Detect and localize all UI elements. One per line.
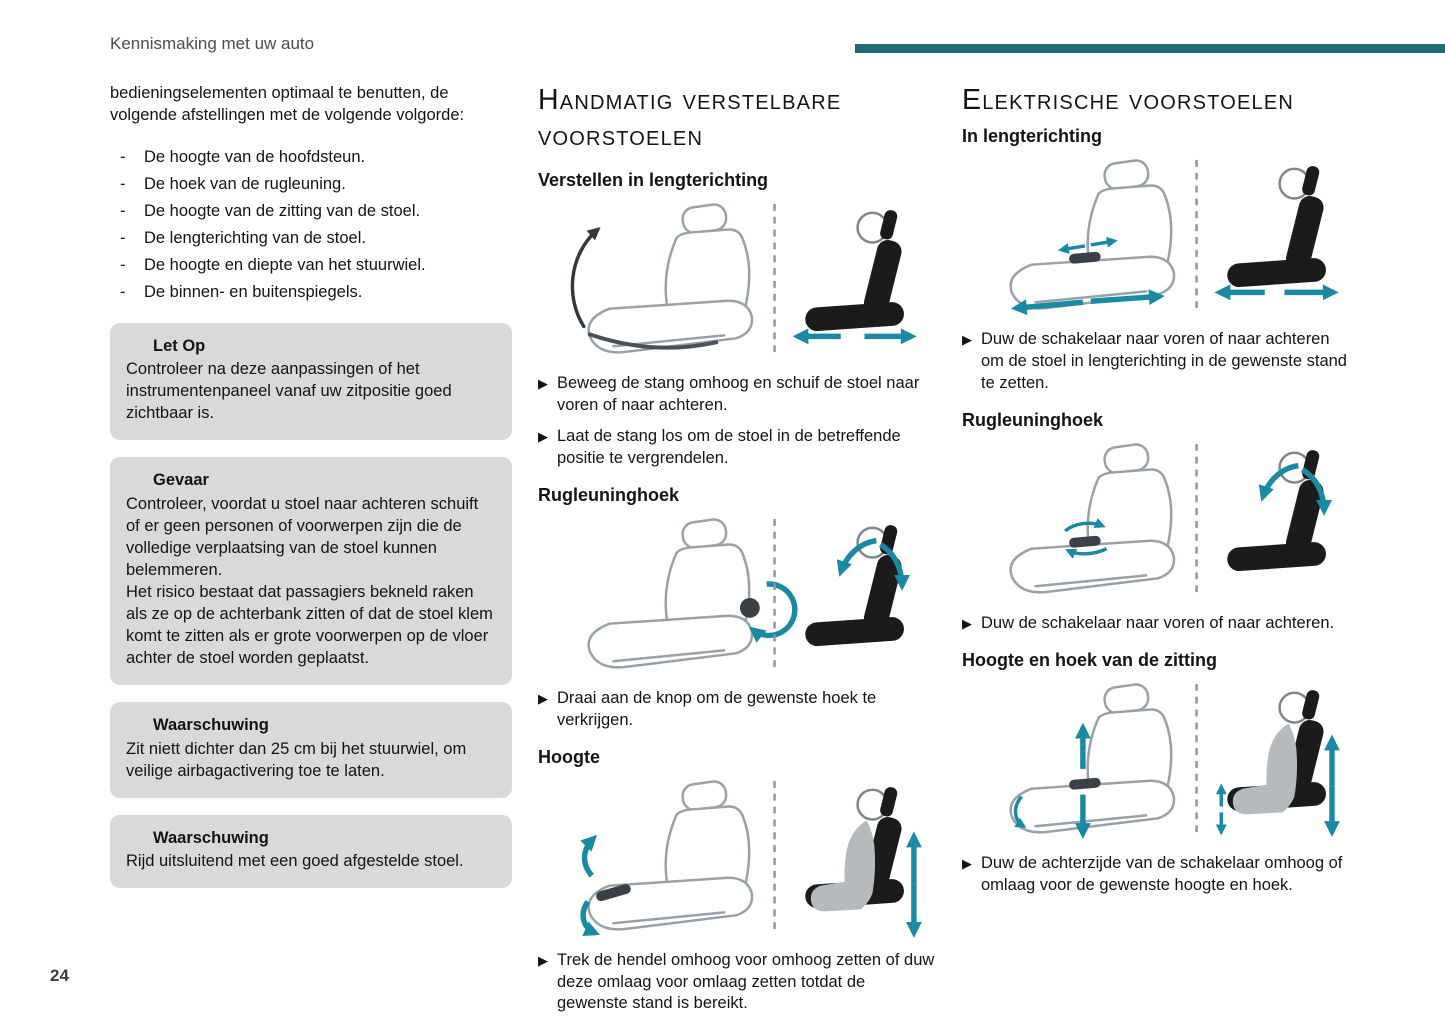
figure-electric-lengthwise: [962, 152, 1356, 322]
list-item: [110, 225, 512, 252]
page-header-title: Kennismaking met uw auto: [110, 34, 315, 53]
warning-box-title: Gevaar: [153, 471, 209, 490]
instruction-bullet: [962, 613, 1356, 635]
warning-box-text: Controleer, voordat u stoel naar achteren schuift of er geen personen of voorwerpen zijn die de volledige verplaatsing van de stoel kunnen belemmeren.: [126, 495, 479, 580]
instruction-bullet: [538, 373, 936, 417]
page-number: 24: [50, 966, 69, 985]
bullet-arrow-icon: ▶: [538, 428, 548, 444]
electric-seats-column: [962, 82, 1356, 906]
figure-manual-height: [538, 773, 936, 943]
intro-text: bedieningselementen optimaal te benutten, de volgende afstellingen met de volgende volgorde:: [110, 84, 465, 125]
list-item: [110, 279, 512, 306]
list-item-text: De hoogte van de zitting van de stoel.: [144, 201, 421, 220]
dash-icon: -: [120, 201, 126, 220]
warning-box-text: Controleer na deze aanpassingen of het instrumentenpaneel vanaf uw zitpositie goed zichtbaar is.: [126, 360, 452, 423]
warning-box-text: Zit niett dichter dan 25 cm bij het stuurwiel, om veilige airbagactivering toe te laten.: [126, 739, 467, 780]
instruction-text: Trek de hendel omhoog voor omhoog zetten of duw deze omlaag voor omlaag zetten totdat de gewenste stand is bereikt.: [557, 950, 935, 1013]
adjustment-order-list: [110, 144, 512, 306]
header-accent-bar: [855, 44, 1445, 53]
section-heading-electric: Elektrische voorstoelen: [962, 84, 1295, 116]
instruction-bullet: [538, 950, 936, 1016]
warning-box-gevaar: [110, 457, 512, 684]
warning-box-title: Waarschuwing: [153, 715, 269, 734]
figure-manual-lengthwise: [538, 196, 936, 366]
warning-box-waarschuwing-2: [110, 815, 512, 889]
left-column: [110, 82, 512, 888]
bullet-arrow-icon: ▶: [962, 332, 972, 348]
instruction-text: Beweeg de stang omhoog en schuif de stoel naar voren of naar achteren.: [557, 373, 920, 414]
figure-electric-height-tilt: [962, 676, 1356, 846]
bullet-arrow-icon: ▶: [538, 952, 548, 968]
instruction-bullet: [962, 329, 1356, 395]
subheading-electric-height-tilt: Hoogte en hoek van de zitting: [962, 650, 1218, 671]
dash-icon: -: [120, 228, 126, 247]
subheading-manual-height: Hoogte: [538, 746, 600, 767]
warning-box-title: Waarschuwing: [153, 828, 269, 847]
figure-manual-backrest-angle: [538, 511, 936, 681]
instruction-bullet: [538, 426, 936, 470]
section-heading-manual: Handmatig verstelbare voorstoelen: [538, 84, 842, 153]
subheading-electric-lengthwise: In lengterichting: [962, 126, 1103, 147]
bullet-arrow-icon: ▶: [538, 690, 548, 706]
warning-box-let-op: [110, 323, 512, 441]
list-item: [110, 198, 512, 225]
warning-box-text: Rijd uitsluitend met een goed afgestelde stoel.: [126, 852, 464, 871]
dash-icon: -: [120, 174, 126, 193]
list-item-text: De lengterichting van de stoel.: [144, 228, 366, 247]
warning-box-title: Let Op: [153, 336, 206, 355]
instruction-text: Laat de stang los om de stoel in de betreffende positie te vergrendelen.: [557, 426, 901, 467]
list-item: [110, 171, 512, 198]
manual-seats-column: [538, 82, 936, 1024]
list-item-text: De hoek van de rugleuning.: [144, 174, 346, 193]
list-item-text: De binnen- en buitenspiegels.: [144, 282, 363, 301]
instruction-bullet: [962, 853, 1356, 897]
figure-electric-backrest-angle: [962, 436, 1356, 606]
subheading-manual-lengthwise: Verstellen in lengterichting: [538, 169, 769, 190]
instruction-text: Duw de schakelaar naar voren of naar achteren om de stoel in lengterichting in de gewenste stand te zetten.: [981, 330, 1347, 393]
list-item-text: De hoogte en diepte van het stuurwiel.: [144, 255, 426, 274]
instruction-bullet: [538, 688, 936, 732]
list-item: [110, 252, 512, 279]
dash-icon: -: [120, 255, 126, 274]
dash-icon: -: [120, 147, 126, 166]
bullet-arrow-icon: ▶: [538, 375, 548, 391]
instruction-text: Duw de schakelaar naar voren of naar achteren.: [981, 614, 1335, 633]
bullet-arrow-icon: ▶: [962, 616, 972, 632]
warning-box-waarschuwing-1: [110, 702, 512, 798]
instruction-text: Duw de achterzijde van de schakelaar omhoog of omlaag voor de gewenste hoogte en hoek.: [981, 854, 1343, 895]
subheading-manual-backrest: Rugleuninghoek: [538, 484, 679, 505]
list-item-text: De hoogte van de hoofdsteun.: [144, 147, 366, 166]
dash-icon: -: [120, 282, 126, 301]
bullet-arrow-icon: ▶: [962, 856, 972, 872]
subheading-electric-backrest: Rugleuninghoek: [962, 410, 1103, 431]
instruction-text: Draai aan de knop om de gewenste hoek te verkrijgen.: [557, 688, 877, 729]
list-item: [110, 144, 512, 171]
warning-box-text-2: Het risico bestaat dat passagiers bekneld raken als ze op de achterbank zitten of dat de stoel klem komt te zitten als er grote voorwerpen op de vloer achter de stoel worden geplaatst.: [126, 582, 493, 667]
